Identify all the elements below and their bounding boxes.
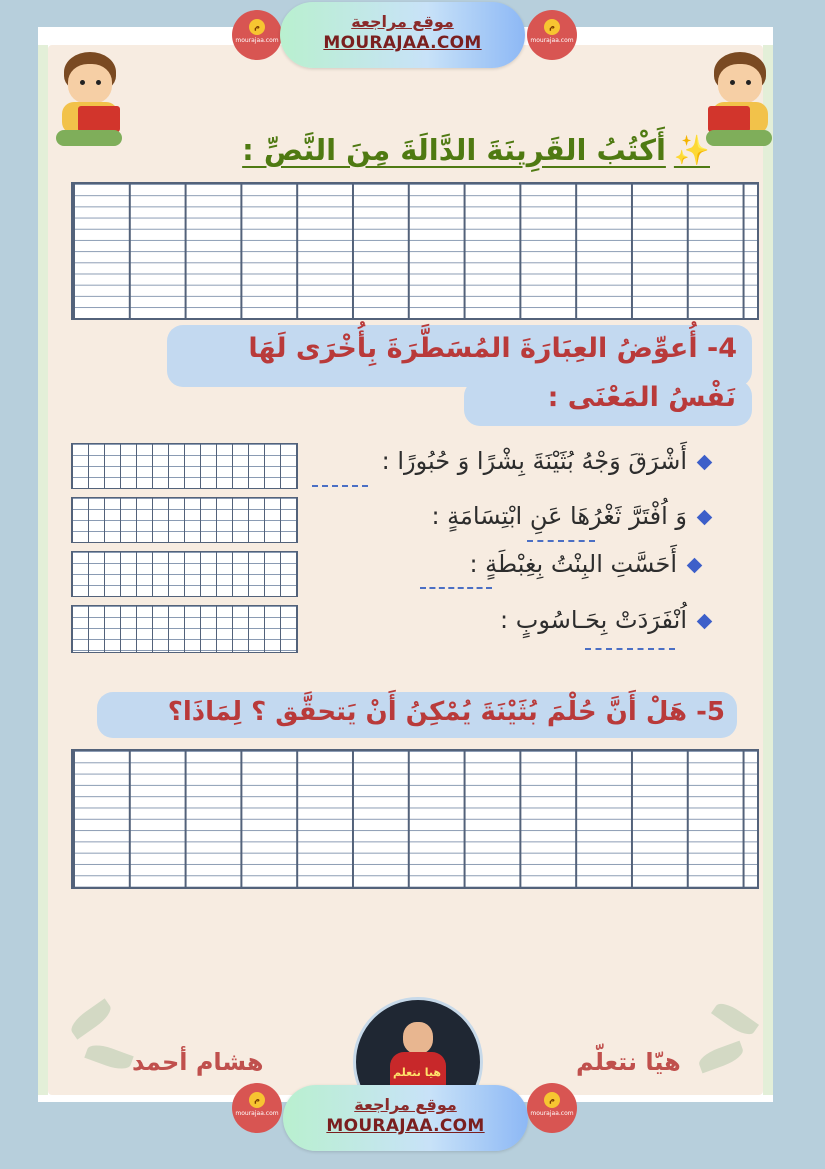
writing-grid-section5[interactable]	[71, 749, 759, 889]
diamond-bullet-icon	[697, 509, 713, 525]
section3-title: ✨أَكْتُبُ القَرِينَةَ الدَّالَةَ مِنَ النَّصِّ :	[242, 133, 710, 167]
watermark-link[interactable]: MOURAJAA.COM	[323, 33, 482, 53]
watermark-link[interactable]: MOURAJAA.COM	[326, 1116, 485, 1136]
underline-marker	[585, 648, 675, 650]
answer-grid-item3[interactable]	[71, 551, 298, 597]
diamond-bullet-icon	[697, 613, 713, 629]
underline-marker	[312, 485, 368, 487]
section5-title: 5- هَلْ أَنَّ حُلْمَ بُثَيْنَةَ يُمْكِنُ أَنْ يَتحقَّق ؟ لِمَاذَا؟	[167, 697, 725, 727]
author-name: هشام أحمد	[132, 1048, 264, 1076]
underline-marker	[527, 540, 595, 542]
paper-border-right	[763, 45, 773, 1095]
section4-title-line2: نَفْسُ المَعْنَى :	[547, 382, 736, 413]
watermark-banner-top[interactable]	[280, 2, 525, 68]
answer-grid-item4[interactable]	[71, 605, 298, 653]
watermark-arabic[interactable]: موقع مراجعة	[354, 1095, 457, 1114]
list-item: اُنْفَرَدَتْ بِحَـاسُوبٍ :	[500, 606, 710, 634]
kid-reading-icon	[50, 50, 130, 150]
author-avatar: هيا نتعلم	[353, 997, 483, 1127]
kid-reading-icon	[700, 50, 780, 150]
answer-grid-item1[interactable]	[71, 443, 298, 489]
writing-grid-section3[interactable]	[71, 182, 759, 320]
paper-border-left	[38, 45, 48, 1095]
sparkle-icon: ✨	[673, 133, 710, 167]
mourajaa-logo-icon: م mourajaa.com	[527, 1083, 577, 1133]
list-item: أَشْرَقَ وَجْهُ بُثَيْنَةَ بِشْرًا وَ حُبُورًا :	[382, 447, 710, 475]
mourajaa-logo-icon: م mourajaa.com	[232, 10, 282, 60]
diamond-bullet-icon	[697, 454, 713, 470]
underline-marker	[420, 587, 492, 589]
list-item: وَ اُفْتَرَّ ثَغْرُهَا عَنِ ابْتِسَامَةٍ :	[431, 502, 710, 530]
watermark-banner-bottom[interactable]	[283, 1085, 528, 1151]
mourajaa-logo-icon: م mourajaa.com	[527, 10, 577, 60]
answer-grid-item2[interactable]	[71, 497, 298, 543]
brand-name: هيّا نتعلّم	[576, 1048, 681, 1076]
list-item: أَحَسَّتِ البِنْتُ بِغِبْطَةٍ :	[469, 550, 700, 578]
mourajaa-logo-icon: م mourajaa.com	[232, 1083, 282, 1133]
watermark-arabic[interactable]: موقع مراجعة	[351, 12, 454, 31]
diamond-bullet-icon	[687, 557, 703, 573]
section4-title-line1: 4- أُعوِّضُ العِبَارَةَ المُسَطَّرَةَ بِأُخْرَى لَهَا	[248, 333, 737, 364]
